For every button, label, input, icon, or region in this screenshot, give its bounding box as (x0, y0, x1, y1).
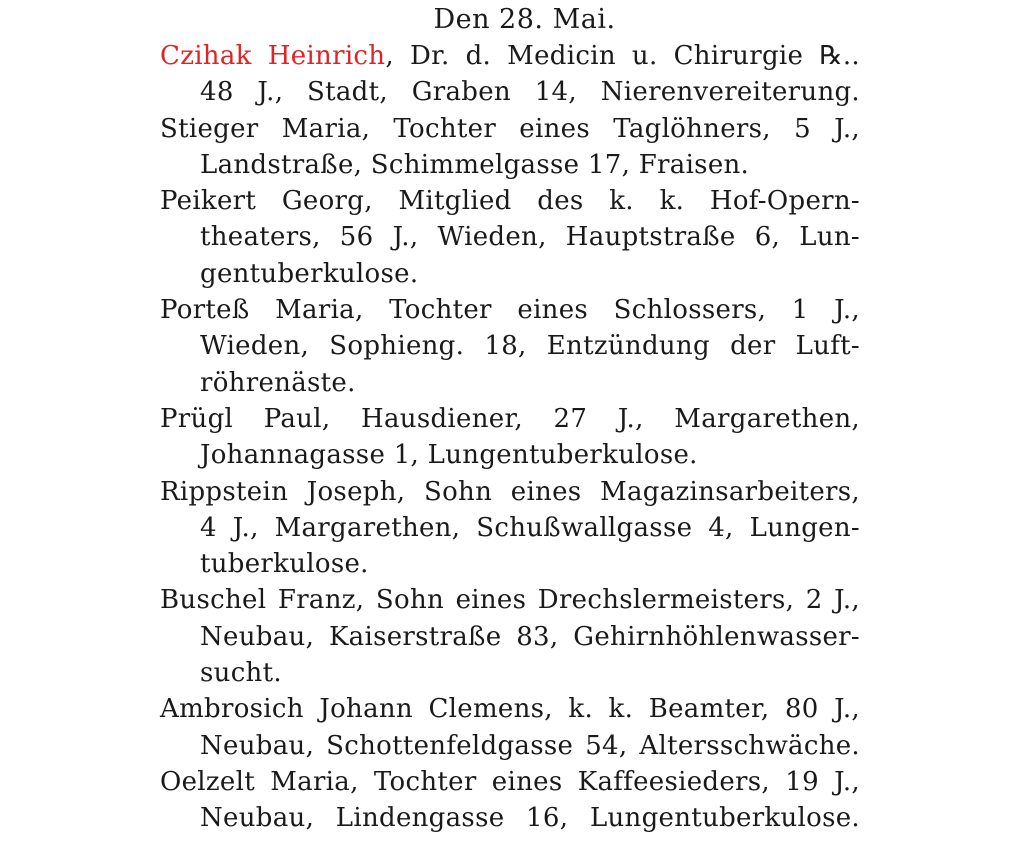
register-entry (160, 691, 860, 764)
entry-line: Neubau, Lindengasse 16, Lungentuberkulose. (200, 803, 860, 834)
entry-line: Landstraße, Schimmelgasse 17, Fraisen. (200, 149, 750, 180)
entry-line: Porteß Maria, Tochter eines Schlossers, 1 J., (160, 295, 860, 326)
entry-line: Johannagasse 1, Lungentuberkulose. (200, 440, 698, 471)
entry-line: theaters, 56 J., Wieden, Hauptstraße 6, Lun- (200, 222, 860, 253)
entry-line: Rippstein Joseph, Sohn eines Magazinsarbeiters, (160, 476, 860, 507)
entry-line: Peikert Georg, Mitglied des k. k. Hof-Opern- (160, 186, 860, 217)
entry-line: sucht. (200, 658, 282, 689)
entry-line: tuberkulose. (200, 549, 369, 580)
entry-line (160, 38, 860, 74)
entry-line: gentuberkulose. (200, 258, 419, 289)
register-entry (160, 183, 860, 292)
register-entry (160, 111, 860, 184)
entry-line: röhrenäste. (200, 367, 356, 398)
register-entry (160, 292, 860, 401)
entry-line: Neubau, Schottenfeldgasse 54, Altersschwäche. (200, 730, 860, 761)
highlighted-name: Czihak Heinrich (160, 41, 386, 71)
entry-line: Stieger Maria, Tochter eines Taglöhners, 5 J., (160, 113, 860, 144)
entry-line: 48 J., Stadt, Graben 14, Nierenvereiterung. (200, 77, 860, 108)
entry-line: Oelzelt Maria, Tochter eines Kaffeesieders, 19 J., (160, 766, 860, 797)
entry-line: Buschel Franz, Sohn eines Drechslermeisters, 2 J., (160, 585, 860, 616)
entry-line: Neubau, Kaiserstraße 83, Gehirnhöhlenwasser- (200, 621, 860, 652)
register-entry (160, 582, 860, 691)
entry-line: 4 J., Margarethen, Schußwallgasse 4, Lungen- (200, 512, 860, 543)
date-heading: Den 28. Mai. (433, 4, 616, 35)
death-register-list (160, 38, 860, 837)
entry-line: Ambrosich Johann Clemens, k. k. Beamter, 80 J., (160, 694, 860, 725)
entry-line: Wieden, Sophieng. 18, Entzündung der Luft- (200, 331, 860, 362)
entry-text: , Dr. d. Medicin u. Chirurgie ℞.. (385, 41, 860, 71)
register-entry (160, 764, 860, 837)
register-entry (160, 474, 860, 583)
register-entry (160, 38, 860, 111)
entry-line: Prügl Paul, Hausdiener, 27 J., Margarethen, (160, 403, 860, 434)
register-entry (160, 401, 860, 474)
